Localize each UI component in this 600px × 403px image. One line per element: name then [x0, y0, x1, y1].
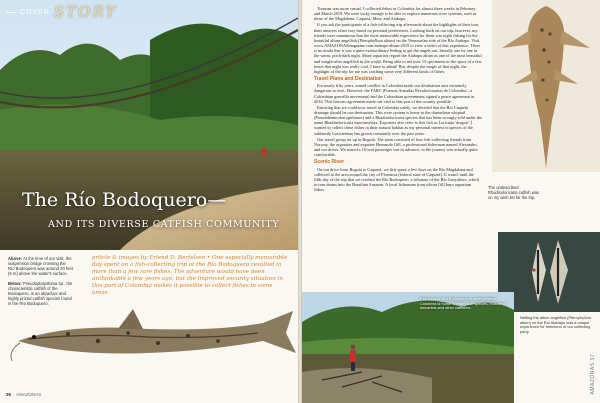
body-paragraph: Tourism was more casual, I collected fishes in Colombia for almost three weeks in February and March 2019. We were lucky enough to be able to explore numerous river systems, such as those of the Magdalena, Caquetá, Meta, and Atabapo.	[314, 6, 477, 22]
section-heading-travel: Travel Plans and Destination	[314, 76, 383, 83]
article-title: The Río Bodoquero—	[22, 189, 227, 211]
body-paragraph: On our drive from Bogotá to Caquetá, we first spent a few days on the Río Magdalena and collected in the area around the city of Florencia (federal state of Caquetá). It wasn't until the fifth day of the trip that we reached the Río Bodoquero, a tributary of the Río Guayabero, which in turn drains into the Brazilian Amazon. A local fisherman from whom Gill buys aquarium fishes	[314, 166, 480, 193]
byline-intro	[92, 255, 288, 298]
right-page	[302, 0, 600, 403]
body-paragraph: For nearly fifty years, armed conflict in Colombia made our destination area extremely dangerous to visit. However, the FARC (Fuerzas Armadas Revolucionarias de Colombia—a Colombian guerrilla movement) and the Colombian government signed a peace agreement in 2016. This historic agreement made our visit to this part of the country possible.	[314, 83, 475, 104]
photo-captions-left	[8, 256, 73, 306]
hero-photo-suspension-bridge	[0, 0, 298, 250]
caption-below-text: Pseudoplatystoma sp., the characteristic catfish of the Bodoquero, is an attractive and highly prized catfish species found in the Río Bodoquero.	[8, 281, 73, 306]
byline-label: article & images by	[92, 255, 148, 261]
left-folio	[6, 392, 41, 397]
left-magazine-name: AMAZONAS	[16, 392, 42, 397]
byline-author: Erlend D. Bertelsen	[149, 255, 206, 261]
person-in-red	[262, 148, 266, 155]
body-paragraph: If you ask the participants of a fish-collecting trip afterwards about the highlights of their tour, their answers often vary based on personal preferences. Looking back on our trip, however, my friends were unanimous that the most memorable experience for them was night fishing for the beautiful altum angelfish (Pterophyllum altum) on the Venezuelan side of the Río Atabapo. Visit www.AMAZONASmagazine.com/atabapo-altum-2019 to view a video of this experience. There is no doubt that it was a quite extraordinary feeling to get the angels out, literally one by one in the warm, pitch-dark night. Many aquarists regard the Atabapo altum as one of the most beautiful and sought-after angelfish in the world. Being able to net over 15 specimens in the space of a few hours that night was really cool, I have to admit! But, despite the magic of that night, the highlight of the trip for me was catching some very different kinds of fishes.	[314, 22, 482, 74]
section-heading-scenic: Scenic River	[314, 159, 345, 166]
article-body	[314, 6, 482, 193]
catfish-photo-left	[8, 301, 298, 373]
caption-rhadinoloricaria: The undescribed Rhadinoloricaria catfish was on my wish list for the trip.	[488, 185, 539, 200]
body-paragraph: Our travel group set up in Bogotá. The team consisted of four fish-collecting friends from Norway, the organizer and exporter Hernando Gill, a professional fisherman named Alexandro, and our driver. We rented a 16-seat passenger van in advance, so the journey was actually quite comfortable.	[314, 136, 478, 158]
caption-altum-angelfish: Netting the altum angelfish (Pterophyllum altum) on the Río Atabapo was a unique experience for members of our collecting party.	[520, 315, 592, 334]
right-magazine-name: AMAZONAS	[590, 362, 596, 395]
river-bridge-illustration	[0, 0, 298, 250]
rhadinoloricaria-photo	[492, 0, 600, 172]
caption-above-label: Above:	[8, 256, 23, 261]
article-subtitle: AND ITS DIVERSE CATFISH COMMUNITY	[48, 219, 280, 230]
kicker-story: STORY	[53, 3, 118, 21]
caption-below-label: Below:	[8, 281, 22, 286]
right-page-number: 37	[590, 354, 596, 362]
right-folio	[590, 354, 596, 395]
caption-above-text: At the time of our visit, the suspension bridge crossing the Río Bodoquero was around 20 feet (6 m) above the water's surface.	[8, 256, 73, 276]
left-page	[0, 0, 298, 403]
kicker-cover: COVER	[20, 8, 50, 16]
byline-text: • One especially memorable day spent on a fish-collecting trip at the Río Bodoquero resulted in more than a few rare fishes. The adventure would have been unthinkable a few years ago, but the improved security situation in this part of Colombia makes it possible to collect fishes in some areas.	[92, 255, 288, 297]
section-kicker	[6, 3, 117, 21]
caption-river-bodoquero: Picturesque Río Bodoquero in southwestern Colombia is home to many fish species, including loricariids and other catfishes.	[420, 296, 505, 311]
body-paragraph: Knowing that we could now travel in Colombia safely, we decided that the Río Caquetá drainage should be our destination. This river system is home to the chameleon whiptail (Pseudohemiodon apithanos) and a Rhadinoloricaria species that has been wrongly sold under the name Rhadinoloricaria macromystax. Exporters also refer to this fish as Loricaria 'dragon'. I wanted to collect these fishes in their natural habitat as my personal interest in species of the subfamily Loricariinae has grown constantly over the past years.	[314, 104, 483, 136]
left-page-number: 36	[6, 392, 12, 397]
